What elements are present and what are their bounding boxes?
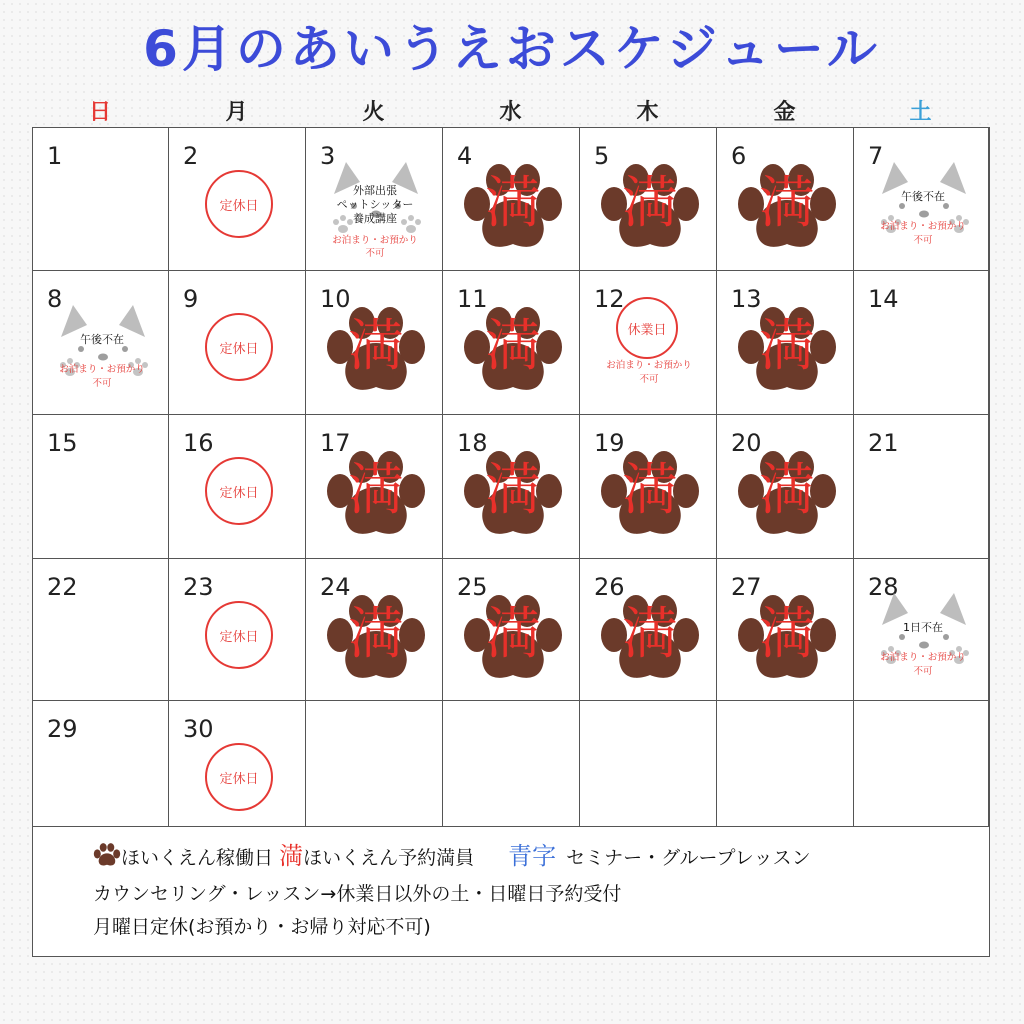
day-cell-23[interactable] bbox=[169, 559, 306, 701]
day-cell-26[interactable] bbox=[580, 559, 717, 701]
legend-line-2: カウンセリング・レッスン→休業日以外の土・日曜日予約受付 bbox=[93, 883, 622, 905]
full-mark: 満 bbox=[485, 458, 541, 523]
day-number: 23 bbox=[183, 573, 214, 601]
no-boarding-note-2: 不可 bbox=[913, 235, 933, 246]
weekday-3: 水 bbox=[499, 100, 522, 125]
day-number: 27 bbox=[731, 573, 762, 601]
weekday-4: 木 bbox=[636, 100, 659, 125]
day-number: 9 bbox=[183, 285, 199, 313]
full-mark: 満 bbox=[622, 458, 678, 523]
full-mark: 満 bbox=[485, 314, 541, 379]
no-boarding-note: お泊まり・お預かり bbox=[59, 364, 145, 375]
day-number: 7 bbox=[868, 142, 884, 170]
day-number: 25 bbox=[457, 573, 488, 601]
day-cell-16[interactable] bbox=[169, 415, 306, 559]
no-boarding-note-2: 不可 bbox=[92, 378, 112, 389]
day-cell-11[interactable] bbox=[443, 271, 580, 415]
full-mark: 満 bbox=[759, 314, 815, 379]
no-boarding-note: お泊まり・お預かり bbox=[880, 652, 966, 663]
away-note: 午後不在 bbox=[80, 333, 124, 346]
day-cell-14[interactable] bbox=[854, 271, 989, 415]
full-mark: 満 bbox=[759, 171, 815, 236]
day-cell-9[interactable] bbox=[169, 271, 306, 415]
day-number: 22 bbox=[47, 573, 78, 601]
outing-note-2: ペットシッター bbox=[336, 198, 414, 211]
calendar-grid bbox=[32, 127, 990, 957]
day-number: 11 bbox=[457, 285, 488, 313]
day-number: 4 bbox=[457, 142, 473, 170]
weekday-1: 月 bbox=[225, 100, 248, 125]
day-cell-30[interactable] bbox=[169, 701, 306, 827]
day-cell-5[interactable] bbox=[580, 128, 717, 271]
full-mark: 満 bbox=[348, 602, 404, 667]
day-number: 28 bbox=[868, 573, 899, 601]
day-cell-20[interactable] bbox=[717, 415, 854, 559]
day-number: 16 bbox=[183, 429, 214, 457]
legend bbox=[33, 827, 989, 956]
weekday-2: 火 bbox=[362, 100, 385, 125]
closed-stamp: 定休日 bbox=[205, 601, 273, 669]
full-mark: 満 bbox=[622, 602, 678, 667]
business-closed-stamp: 休業日 bbox=[616, 297, 678, 359]
no-boarding-note: お泊まり・お預かり bbox=[606, 360, 692, 371]
away-note: 1日不在 bbox=[903, 621, 943, 634]
paw-icon bbox=[93, 843, 121, 867]
day-number: 20 bbox=[731, 429, 762, 457]
full-mark: 満 bbox=[348, 458, 404, 523]
closed-stamp: 定休日 bbox=[205, 313, 273, 381]
day-cell-29[interactable] bbox=[33, 701, 169, 827]
day-cell-6[interactable] bbox=[717, 128, 854, 271]
empty-cell bbox=[580, 701, 717, 827]
legend-blue-text: セミナー・グループレッスン bbox=[566, 847, 811, 869]
day-number: 30 bbox=[183, 715, 214, 743]
day-cell-17[interactable] bbox=[306, 415, 443, 559]
no-boarding-note-2: 不可 bbox=[365, 248, 385, 259]
day-number: 15 bbox=[47, 429, 78, 457]
day-number: 29 bbox=[47, 715, 78, 743]
outing-note-3: 養成講座 bbox=[353, 212, 397, 225]
no-boarding-note-2: 不可 bbox=[913, 666, 933, 677]
no-boarding-note: お泊まり・お預かり bbox=[880, 221, 966, 232]
day-cell-8[interactable] bbox=[33, 271, 169, 415]
outing-note-1: 外部出張 bbox=[353, 184, 397, 197]
day-number: 18 bbox=[457, 429, 488, 457]
full-mark: 満 bbox=[622, 171, 678, 236]
day-cell-1[interactable] bbox=[33, 128, 169, 271]
empty-cell bbox=[443, 701, 580, 827]
day-number: 24 bbox=[320, 573, 351, 601]
legend-line-1 bbox=[93, 841, 811, 873]
weekday-5: 金 bbox=[773, 100, 796, 125]
closed-stamp: 定休日 bbox=[205, 170, 273, 238]
day-cell-4[interactable] bbox=[443, 128, 580, 271]
no-boarding-note-2: 不可 bbox=[639, 374, 659, 385]
day-cell-7[interactable] bbox=[854, 128, 989, 271]
legend-line-3: 月曜日定休(お預かり・お帰り対応不可) bbox=[93, 916, 431, 938]
day-cell-3[interactable] bbox=[306, 128, 443, 271]
day-number: 2 bbox=[183, 142, 199, 170]
day-cell-2[interactable] bbox=[169, 128, 306, 271]
day-number: 21 bbox=[868, 429, 899, 457]
empty-cell bbox=[854, 701, 989, 827]
day-number: 12 bbox=[594, 285, 625, 313]
empty-cell bbox=[306, 701, 443, 827]
full-mark: 満 bbox=[485, 602, 541, 667]
weekday-0: 日 bbox=[88, 100, 111, 125]
legend-full-text: ほいくえん予約満員 bbox=[303, 847, 475, 869]
full-mark: 満 bbox=[348, 314, 404, 379]
day-cell-28[interactable] bbox=[854, 559, 989, 701]
legend-full-mark: 満 bbox=[279, 842, 304, 870]
legend-blue-mark: 青字 bbox=[508, 842, 557, 870]
day-number: 10 bbox=[320, 285, 351, 313]
day-number: 8 bbox=[47, 285, 63, 313]
day-cell-22[interactable] bbox=[33, 559, 169, 701]
day-number: 5 bbox=[594, 142, 610, 170]
day-number: 14 bbox=[868, 285, 899, 313]
closed-stamp: 定休日 bbox=[205, 457, 273, 525]
day-cell-19[interactable] bbox=[580, 415, 717, 559]
day-number: 6 bbox=[731, 142, 747, 170]
day-cell-15[interactable] bbox=[33, 415, 169, 559]
full-mark: 満 bbox=[485, 171, 541, 236]
day-cell-13[interactable] bbox=[717, 271, 854, 415]
full-mark: 満 bbox=[759, 602, 815, 667]
legend-operating-day: ほいくえん稼働日 bbox=[121, 847, 274, 869]
day-cell-21[interactable] bbox=[854, 415, 989, 559]
day-cell-12[interactable] bbox=[580, 271, 717, 415]
day-cell-10[interactable] bbox=[306, 271, 443, 415]
day-cell-25[interactable] bbox=[443, 559, 580, 701]
day-number: 1 bbox=[47, 142, 63, 170]
full-mark: 満 bbox=[759, 458, 815, 523]
day-number: 3 bbox=[320, 142, 336, 170]
day-number: 17 bbox=[320, 429, 351, 457]
day-number: 26 bbox=[594, 573, 625, 601]
no-boarding-note: お泊まり・お預かり bbox=[332, 235, 418, 246]
weekday-6: 土 bbox=[909, 100, 932, 125]
day-cell-24[interactable] bbox=[306, 559, 443, 701]
day-cell-27[interactable] bbox=[717, 559, 854, 701]
closed-stamp: 定休日 bbox=[205, 743, 273, 811]
day-cell-18[interactable] bbox=[443, 415, 580, 559]
day-number: 19 bbox=[594, 429, 625, 457]
day-number: 13 bbox=[731, 285, 762, 313]
empty-cell bbox=[717, 701, 854, 827]
away-note: 午後不在 bbox=[901, 190, 945, 203]
page-title: 6月のあいうえおスケジュール bbox=[143, 20, 881, 78]
